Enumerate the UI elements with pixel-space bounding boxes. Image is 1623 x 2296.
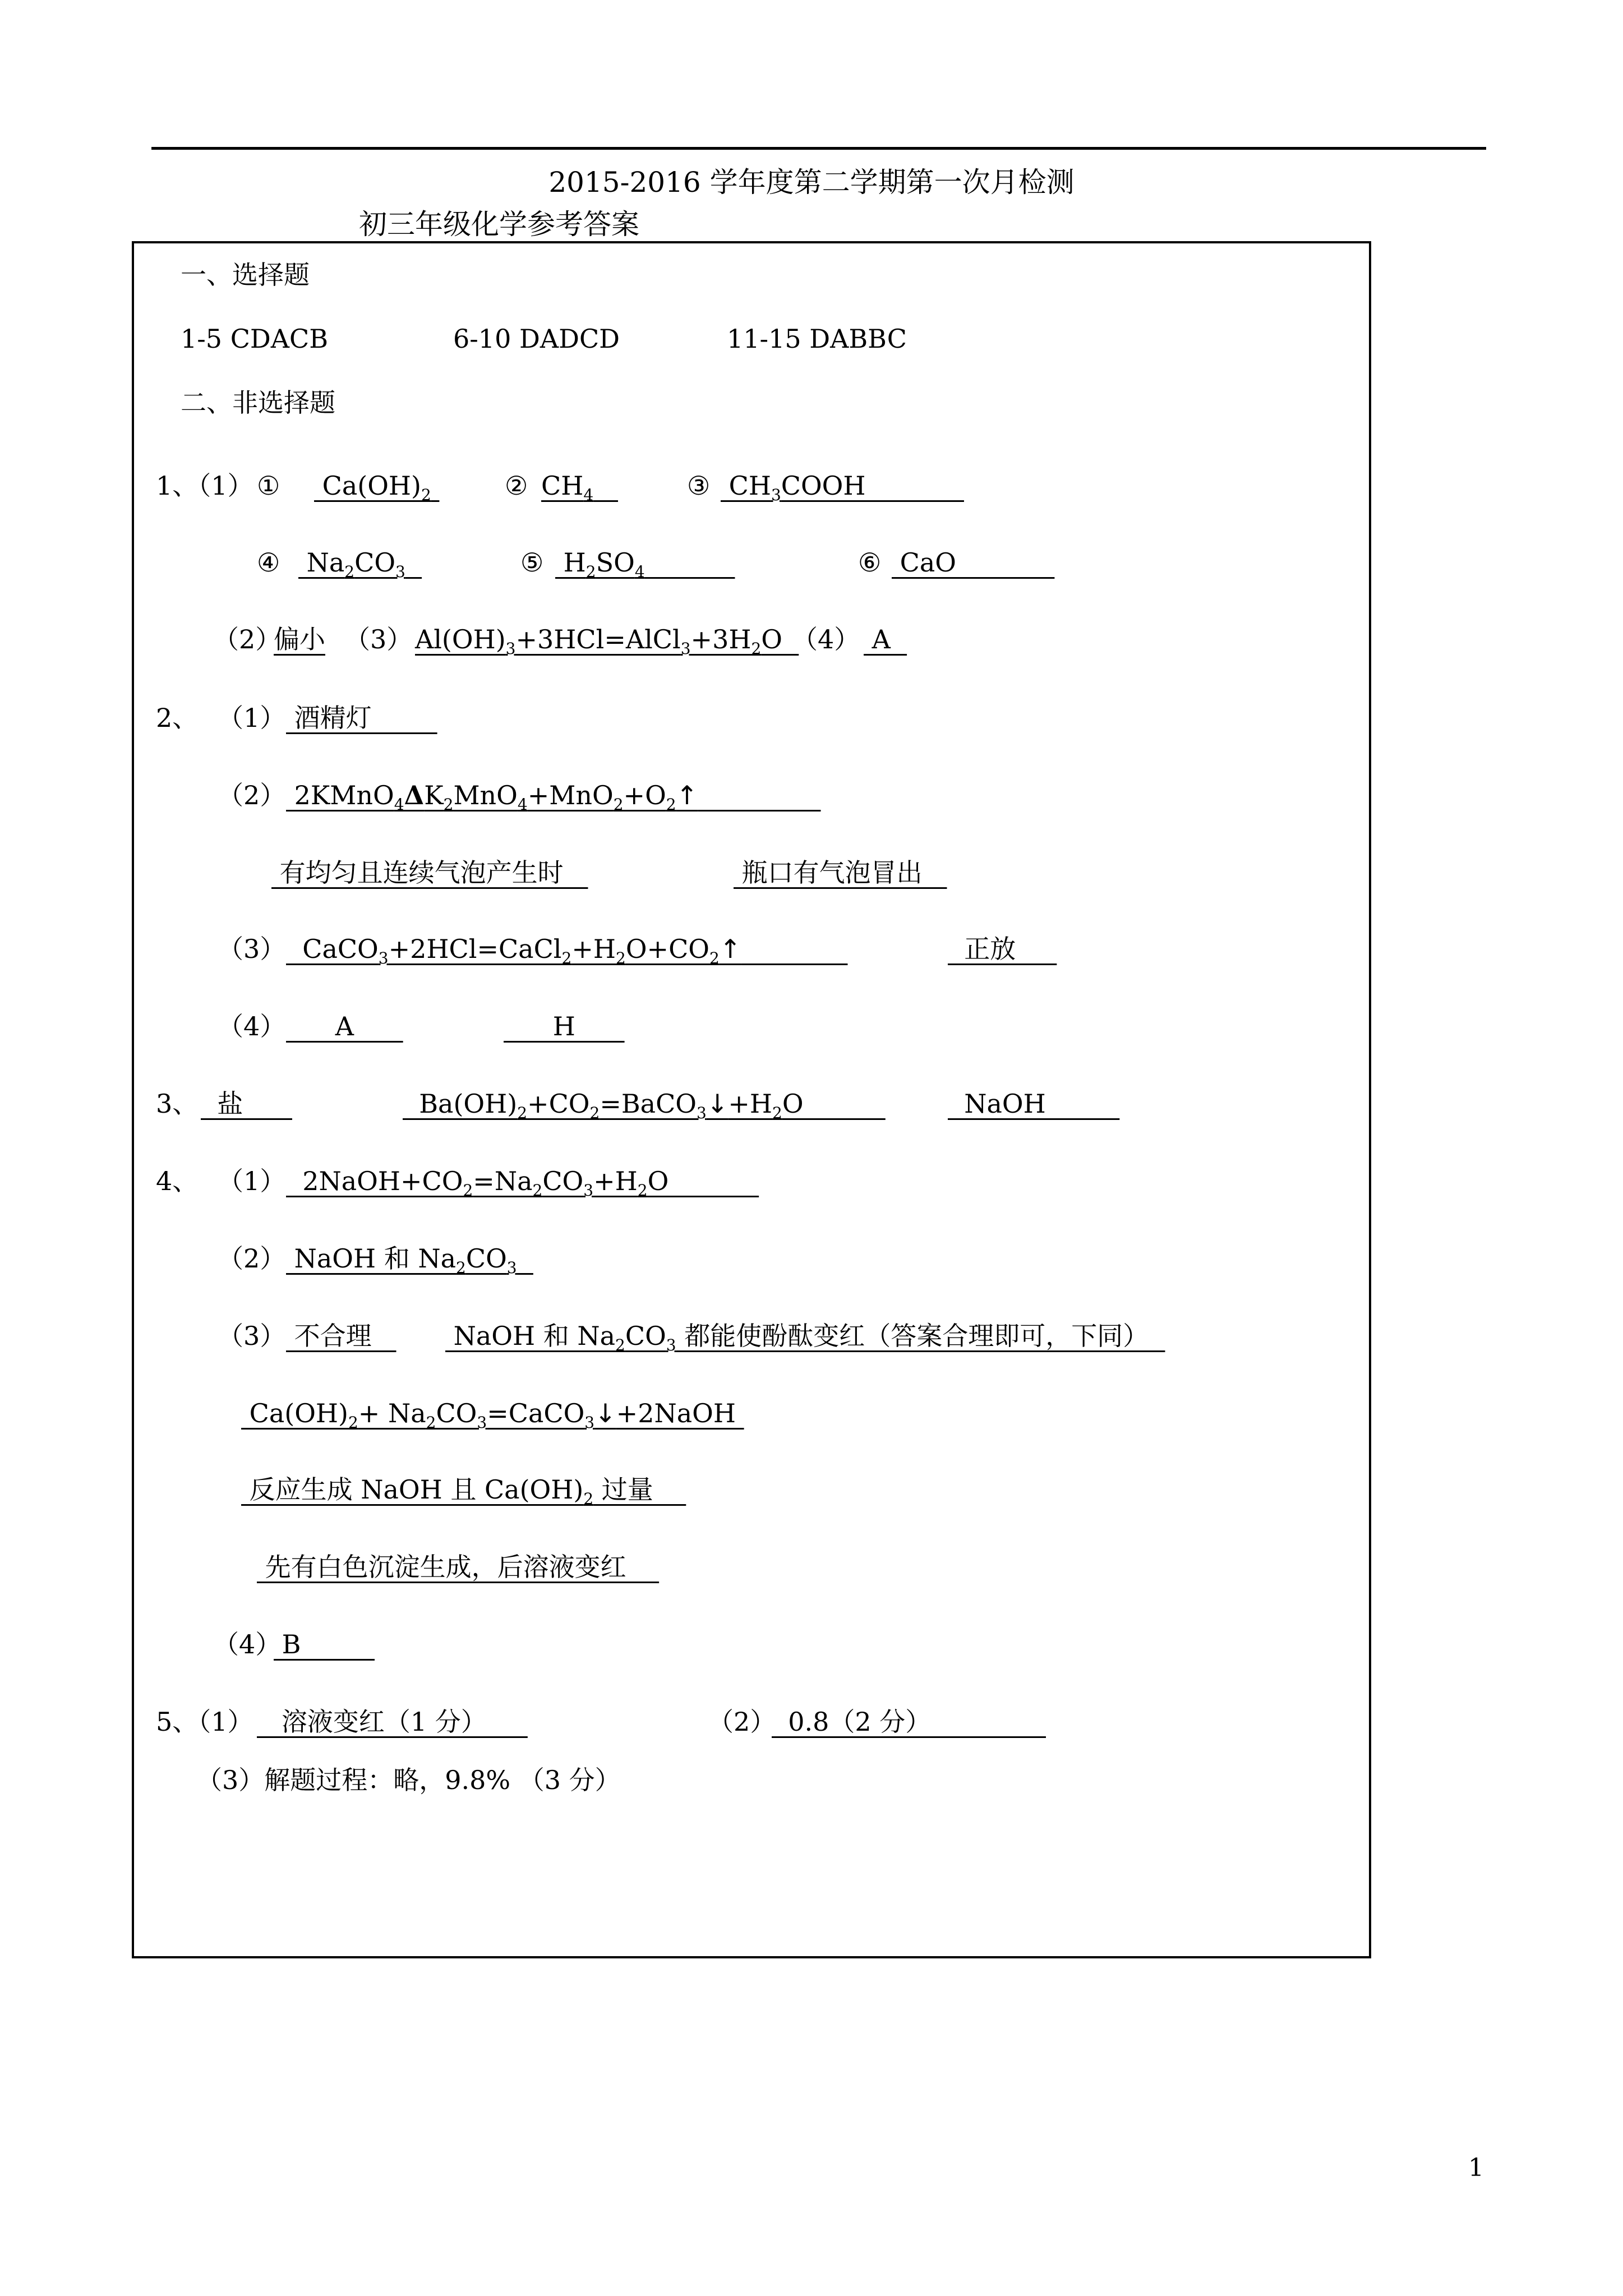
q5-p3: （3）解题过程：略，9.8% （3 分） [196, 1765, 621, 1795]
q1-answer-2: $CH_4$ [541, 471, 594, 505]
q1-mark-2: ② [505, 471, 528, 501]
q2-p3-label: （3） [218, 934, 286, 964]
q4-p3-e: 先有白色沉淀生成，后溶液变红 [257, 1552, 660, 1582]
page-number: 1 [1468, 2154, 1484, 2182]
q2-p3-answer: $CaCO_3+2HCl=CaCl_2+H_2O+CO_2↑$ [286, 934, 741, 968]
q2-p1-answer: 酒精灯 [286, 703, 437, 733]
q1-p3-answer: $Al(OH)_3+3HCl=AlCl_3+3H_2O$ [415, 624, 799, 658]
q2-p1-label: （1） [218, 703, 286, 733]
q1-answer-1: $Ca(OH)_2$ [314, 471, 431, 505]
mc-answers-11-15: 11-15 DABBC [727, 324, 907, 354]
q4-p3-c: $Ca(OH)_2+$ $Na_2CO_3=CaCO_3↓+2NaOH$ [241, 1398, 744, 1432]
q3-label: 3、 [156, 1089, 199, 1119]
top-rule [151, 147, 1486, 150]
q1-mark-6: ⑥ [858, 547, 882, 578]
q1-p2-answer: 偏小 [274, 624, 325, 654]
q4-p4-answer: B [274, 1629, 375, 1659]
section2-heading: 二、非选择题 [181, 388, 335, 418]
q1-p4-label: （4） [792, 624, 860, 654]
mc-answers-6-10: 6-10 DADCD [453, 324, 620, 354]
q5-label: 5、（1） [156, 1707, 253, 1737]
q1-answer-4: $Na_2CO_3$ [298, 547, 405, 582]
q5-p2-label: （2） [708, 1707, 776, 1737]
q2-p2-c: 瓶口有气泡冒出 [734, 857, 947, 888]
q1-mark-5: ⑤ [520, 547, 544, 578]
q2-p4-a: A [286, 1011, 403, 1041]
q4-p1-answer: $2NaOH+CO_2=Na_2CO_3+H_2O$ [286, 1166, 759, 1200]
section1-heading: 一、选择题 [181, 260, 310, 290]
q4-p3-a: 不合理 [286, 1321, 396, 1351]
q2-p3-b: 正放 [948, 934, 1057, 964]
q4-p3-d: 反应生成 NaOH 且 $Ca(OH)_2$ 过量 [241, 1474, 686, 1509]
q1-answer-3: $CH_3COOH$ [721, 471, 964, 505]
q2-label: 2、 [156, 703, 199, 733]
q3-answer-b: $Ba(OH)_2+CO_2=BaCO_3↓+H_2O$ [403, 1089, 886, 1123]
q4-label: 4、 [156, 1166, 199, 1196]
q4-p2-answer: NaOH 和 $Na_2CO_3$ [286, 1243, 517, 1278]
q2-p4-label: （4） [218, 1011, 286, 1041]
q2-p2-answer: $2KMnO_4\Delta K_2MnO_4+MnO_2+O_2↑$ [286, 780, 698, 814]
page-subtitle: 初三年级化学参考答案 [359, 208, 639, 241]
q1-mark-4: ④ [257, 547, 280, 578]
q3-answer-a: 盐 [201, 1089, 292, 1119]
q1-answer-6: CaO [892, 547, 1055, 578]
q5-p1-answer: 溶液变红（1 分） [257, 1707, 528, 1737]
q4-p4-label: （4） [213, 1629, 282, 1659]
q4-p3-label: （3） [218, 1321, 286, 1351]
q2-p2-b: 有均匀且连续气泡产生时 [271, 857, 588, 888]
q1-label: 1、（1） [156, 471, 253, 501]
q2-p2-label: （2） [218, 780, 286, 810]
q1-p3-label: （3） [344, 624, 413, 654]
q2-p4-b: H [504, 1011, 625, 1041]
q1-mark-3: ③ [687, 471, 711, 501]
page-title: 2015-2016 学年度第二学期第一次月检测 [548, 166, 1075, 199]
q4-p3-b: NaOH 和 $Na_2CO_3$ 都能使酚酞变红（答案合理即可，下同） [445, 1321, 1165, 1355]
q4-p2-label: （2） [218, 1243, 286, 1274]
q1-p4-answer: A [864, 624, 907, 654]
q5-p2-answer: 0.8（2 分） [772, 1707, 1046, 1737]
mc-answers-1-5: 1-5 CDACB [181, 324, 328, 354]
q4-p1-label: （1） [218, 1166, 286, 1196]
q1-p2-label: （2） [213, 624, 282, 654]
q1-mark-1: ① [257, 471, 280, 501]
q1-answer-5: $H_2SO_4$ [555, 547, 645, 582]
q3-answer-c: NaOH [948, 1089, 1120, 1119]
